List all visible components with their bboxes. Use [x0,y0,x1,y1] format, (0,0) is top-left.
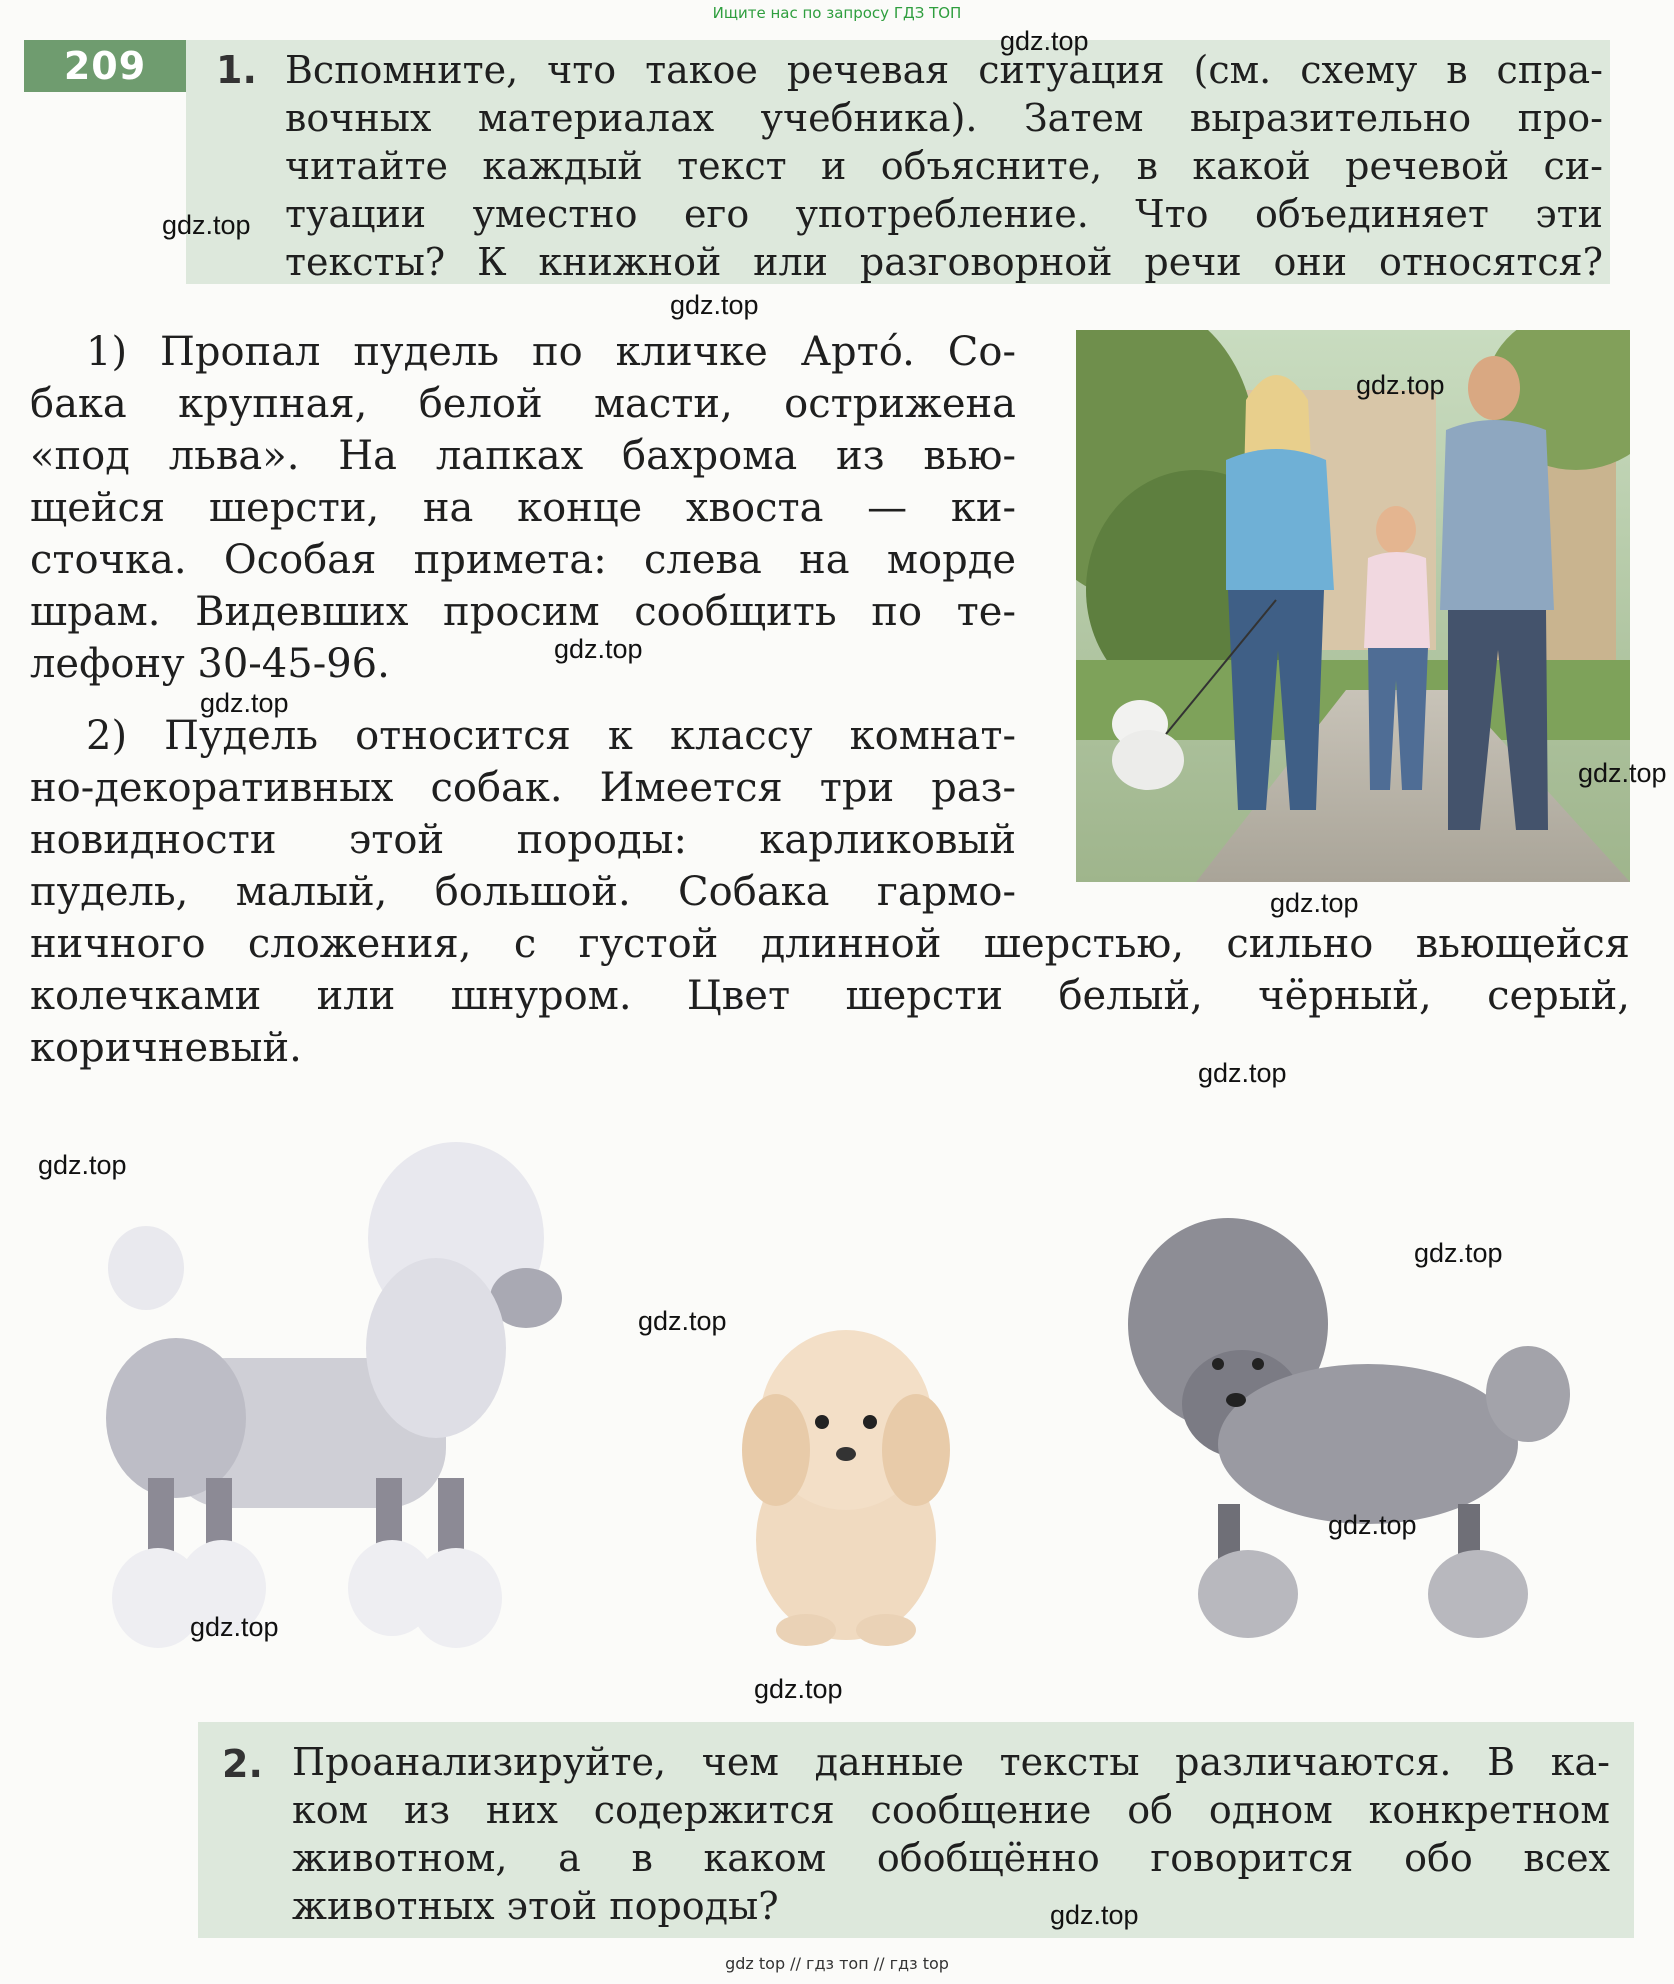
task-2-line: животном, а в каком обобщённо говорится обо всех [292,1836,1610,1880]
text-2-line: но-декоративных собак. Имеется три раз- [30,765,1016,811]
task-1-line: туации уместно его употребление. Что объединяет эти [285,192,1603,236]
watermark: gdz.top [670,290,759,320]
text-2-line: новидности этой породы: карликовый [30,817,1016,863]
text-2-line: колечками или шнуром. Цвет шерсти белый, чёрный, серый, [30,973,1630,1019]
text-1-line: лефону 30-45-96. [30,641,390,687]
watermark: gdz.top [38,1150,127,1180]
watermark: gdz.top [162,210,251,240]
family-walking-photo [1076,330,1630,882]
task-1-number: 1. [216,48,257,92]
watermark: gdz.top [1414,1238,1503,1268]
watermark: gdz.top [1198,1058,1287,1088]
text-1-line: 1) Пропал пудель по кличке Артó. Со- [86,329,1016,375]
text-1-line: «под льва». На лапках бахрома из вью- [30,433,1016,479]
text-1 [30,326,1016,690]
exercise-number-badge: 209 [24,40,186,92]
text-2-wide [30,918,1630,1074]
text-1-line: щейся шерсти, на конце хвоста — ки- [30,485,1016,531]
gray-poodle-photo [1118,1214,1578,1644]
text-1-line: сточка. Особая примета: слева на морде [30,537,1016,583]
task-1-line: вочных материалах учебника). Затем выразительно про- [285,96,1603,140]
watermark: gdz.top [554,634,643,664]
bottom-banner[interactable]: gdz top // гдз топ // гдз top [725,1954,949,1973]
watermark: gdz.top [1000,26,1089,56]
task-1-text [285,46,1603,286]
watermark: gdz.top [1050,1900,1139,1930]
task-2-line: ком из них содержится сообщение об одном конкретном [292,1788,1610,1832]
text-2-line: 2) Пудель относится к классу комнат- [86,713,1016,759]
task-2-number: 2. [222,1742,263,1786]
text-2-narrow [30,710,1016,918]
watermark: gdz.top [1328,1510,1417,1540]
top-banner[interactable]: Ищите нас по запросу ГДЗ ТОП [712,4,962,22]
watermark: gdz.top [1578,758,1667,788]
watermark: gdz.top [1270,888,1359,918]
watermark: gdz.top [200,688,289,718]
text-2-line: пудель, малый, большой. Собака гармо- [30,869,1016,915]
task-1-line: читайте каждый текст и объясните, в какой речевой си- [285,144,1603,188]
text-2-line: ничного сложения, с густой длинной шерстью, сильно вьющейся [30,921,1630,967]
text-1-line: бака крупная, белой масти, острижена [30,381,1016,427]
watermark: gdz.top [754,1674,843,1704]
white-poodle-photo [56,1118,576,1658]
task-1-line: тексты? К книжной или разговорной речи они относятся? [285,240,1603,284]
task-2-line: Проанализируйте, чем данные тексты различаются. В ка- [292,1740,1610,1784]
text-2-line: коричневый. [30,1025,302,1071]
toy-poodle-photo [726,1310,966,1650]
text-1-line: шрам. Видевших просим сообщить по те- [30,589,1016,635]
task-1-line: Вспомните, что такое речевая ситуация (см. схему в спра- [285,48,1603,92]
watermark: gdz.top [1356,370,1445,400]
task-2-text [292,1738,1610,1930]
task-2-line: животных этой породы? [292,1884,779,1928]
watermark: gdz.top [190,1612,279,1642]
watermark: gdz.top [638,1306,727,1336]
